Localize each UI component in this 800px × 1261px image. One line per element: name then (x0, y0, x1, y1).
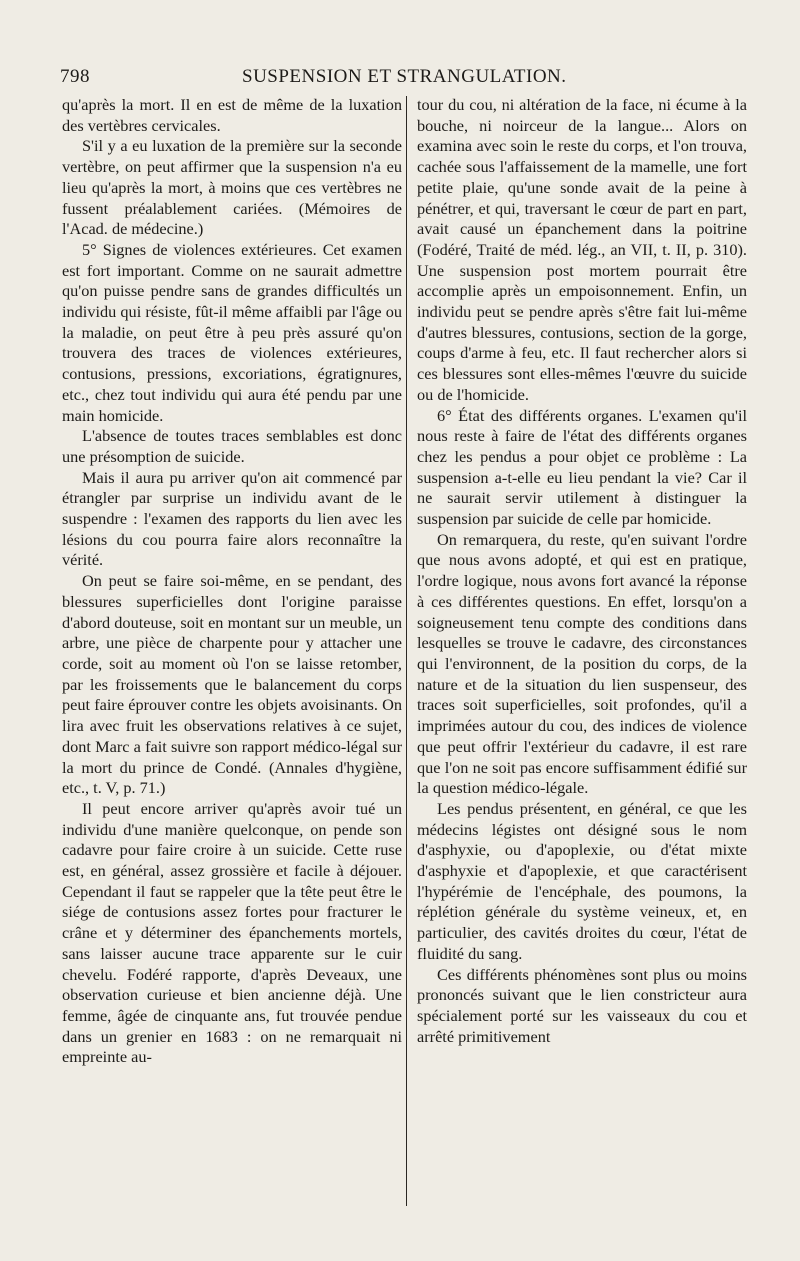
paragraph: Les pendus présentent, en général, ce que les médecins légistes ont désigné sous le nom d'asphyxie, ou d'apoplexie, ou d'état mixte d'asphyxie et d'apoplexie, et que caractérisent l'hypérémie de l'encéphale, des poumons, la réplétion générale du système veineux, et, en particulier, des cavités droites du cœur, l'état de fluidité du sang. (417, 798, 747, 963)
paragraph: tour du cou, ni altération de la face, ni écume à la bouche, ni noirceur de la langue... Alors on examina avec soin le reste du corps, et l'on trouva, cachée sous l'affaissement de la mamelle, une fort petite plaie, qu'une sonde avait de la peine à pénétrer, et qui, traversant le cœur de part en part, avait causé un épanchement dans la poitrine (Fodéré, Traité de méd. lég., an VII, t. II, p. 310). Une suspension post mortem pourrait être accomplie après un empoisonnement. Enfin, un individu peut se pendre après s'être fait lui-même d'autres blessures, contusions, section de la gorge, coups d'arme à feu, etc. Il faut rechercher alors si ces blessures sont elles-mêmes l'œuvre du suicide ou de l'homicide. (417, 95, 747, 404)
paragraph: On peut se faire soi-même, en se pendant, des blessures superficielles dont l'origine paraisse d'abord douteuse, soit en montant sur un meuble, un arbre, une pièce de charpente pour y attacher une corde, soit au moment où l'on se laisse retomber, par les froissements que le balancement du corps peut faire éprouver contre les objets avoisinants. On lira avec fruit les observations relatives à ce sujet, dont Marc a fait suivre son rapport médico-légal sur la mort du prince de Condé. (Annales d'hygiène, etc., t. V, p. 71.) (62, 571, 402, 798)
running-title: SUSPENSION ET STRANGULATION. (242, 66, 567, 87)
paragraph: 6° État des différents organes. L'examen qu'il nous reste à faire de l'état des différents organes chez les pendus a pour objet ce problème : La suspension a-t-elle eu lieu pendant la vie? Car il ne saurait servir utilement à distinguer la suspension par suicide de celle par homicide. (417, 405, 747, 529)
left-column (62, 95, 402, 1068)
paragraph: L'absence de toutes traces semblables est donc une présomption de suicide. (62, 426, 402, 466)
column-divider (406, 96, 407, 1206)
right-column (417, 95, 747, 1047)
paragraph: Ces différents phénomènes sont plus ou moins prononcés suivant que le lien constricteur aura spécialement porté sur les vaisseaux du cou et arrêté primitivement (417, 964, 747, 1046)
paragraph: Mais il aura pu arriver qu'on ait commencé par étrangler par surprise un individu avant de le suspendre : l'examen des rapports du lien avec les lésions du cou pourra faire alors reconnaître la vérité. (62, 467, 402, 570)
page-header (60, 62, 750, 92)
paragraph: S'il y a eu luxation de la première sur la seconde vertèbre, on peut affirmer que la suspension n'a eu lieu qu'après la mort, à moins que ces vertèbres ne fussent préalablement cariées. (Mémoires de l'Acad. de médecine.) (62, 136, 402, 239)
paragraph: Il peut encore arriver qu'après avoir tué un individu d'une manière quelconque, on pende son cadavre pour faire croire à un suicide. Cette ruse est, en général, assez grossière et facile à déjouer. Cependant il faut se rappeler que la tête peut être le siége de contusions assez fortes pour fracturer le crâne et y déterminer des épanchements mortels, sans laisser aucune trace apparente sur le cuir chevelu. Fodéré rapporte, d'après Deveaux, une observation curieuse et bien ancienne déjà. Une femme, âgée de cinquante ans, fut trouvée pendue dans un grenier en 1683 : on ne remarquait ni empreinte au- (62, 798, 402, 1067)
page-number: 798 (60, 66, 90, 87)
paragraph: On remarquera, du reste, qu'en suivant l'ordre que nous avons adopté, et qui est en pratique, l'ordre logique, nous avons fort avancé la réponse à ces différentes questions. En effet, lorsqu'on a soigneusement tenu compte des conditions dans lesquelles se trouve le cadavre, des circonstances qui l'environnent, de la position du corps, de la nature et de la situation du lien suspenseur, des traces soit superficielles, soit profondes, qu'il a imprimées autour du cou, des indices de violence que peut offrir l'extérieur du cadavre, il est rare que l'on ne soit pas encore suffisamment édifié sur la question médico-légale. (417, 529, 747, 798)
paragraph: 5° Signes de violences extérieures. Cet examen est fort important. Comme on ne saurait admettre qu'on puisse pendre sans de grandes difficultés un individu qui résiste, fût-il même affaibli par l'âge ou la maladie, on peut être à peu près assuré qu'on trouvera des traces de violences extérieures, contusions, pressions, excoriations, égratignures, etc., chez tout individu qui aura été pendu par une main homicide. (62, 239, 402, 425)
paragraph: qu'après la mort. Il en est de même de la luxation des vertèbres cervicales. (62, 95, 402, 135)
